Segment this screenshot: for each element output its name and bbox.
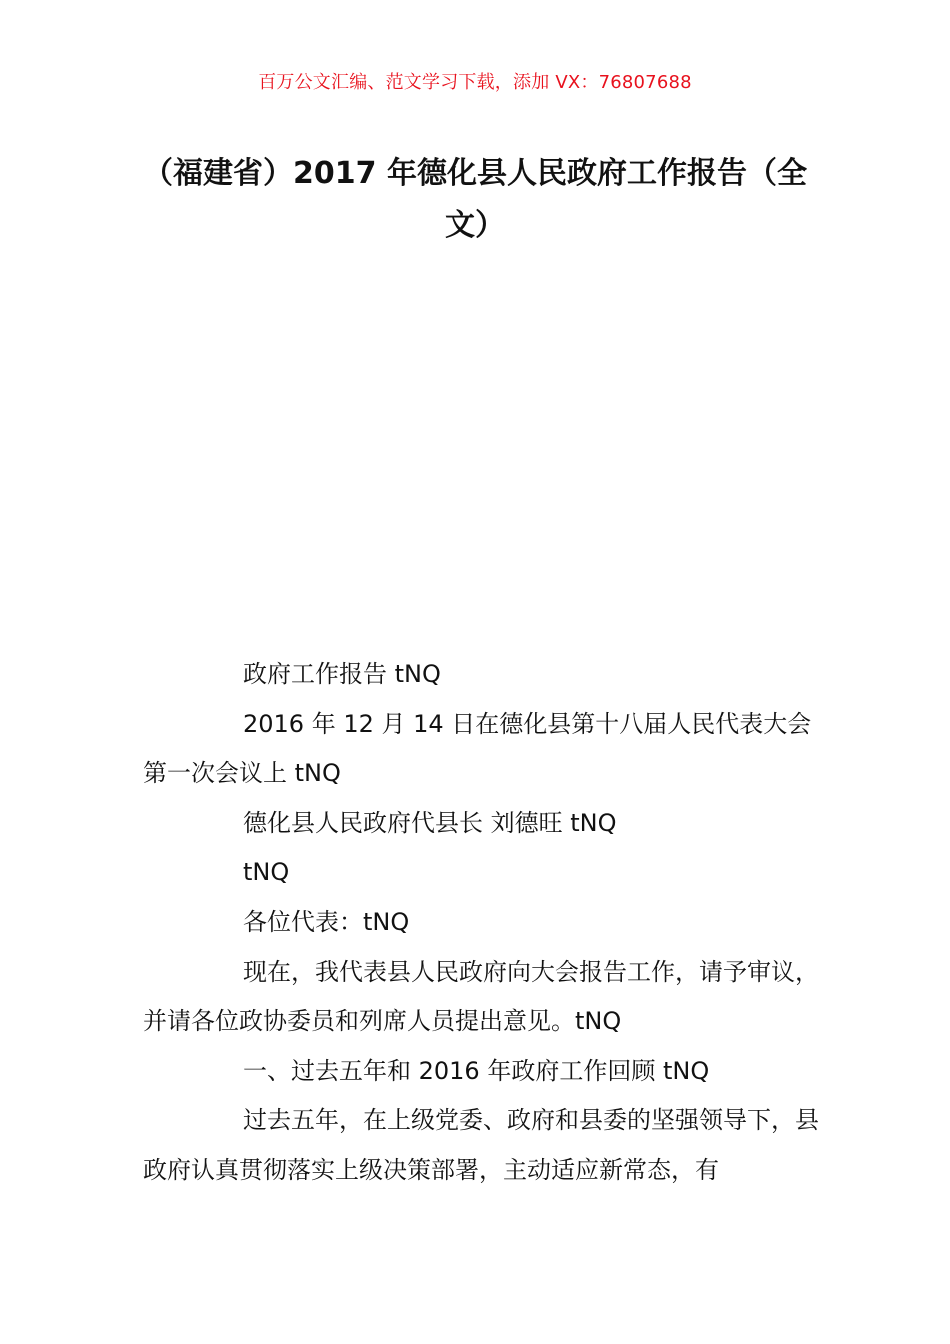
paragraph-section-heading: 一、过去五年和 2016 年政府工作回顾 tNQ bbox=[243, 1056, 710, 1085]
header-watermark-note: 百万公文汇编、范文学习下载，添加 VX：76807688 bbox=[258, 72, 692, 93]
paragraph-intro: 现在，我代表县人民政府向大会报告工作，请予审议，并请各位政协委员和列席人员提出意见。tNQ bbox=[143, 957, 819, 1036]
paragraph-marker: tNQ bbox=[243, 858, 290, 887]
paragraph-salutation: 各位代表：tNQ bbox=[243, 907, 410, 936]
paragraph-speaker: 德化县人民政府代县长 刘德旺 tNQ bbox=[243, 808, 617, 837]
document-body bbox=[143, 650, 833, 1196]
paragraph-meeting-date: 2016 年 12 月 14 日在德化县第十八届人民代表大会第一次会议上 tNQ bbox=[143, 709, 812, 788]
document-title: （福建省）2017 年德化县人民政府工作报告（全文） bbox=[143, 156, 807, 243]
paragraph-review: 过去五年，在上级党委、政府和县委的坚强领导下，县政府认真贯彻落实上级决策部署，主动适应新常态，有 bbox=[143, 1106, 819, 1184]
paragraph-report-heading: 政府工作报告 tNQ bbox=[243, 660, 441, 688]
